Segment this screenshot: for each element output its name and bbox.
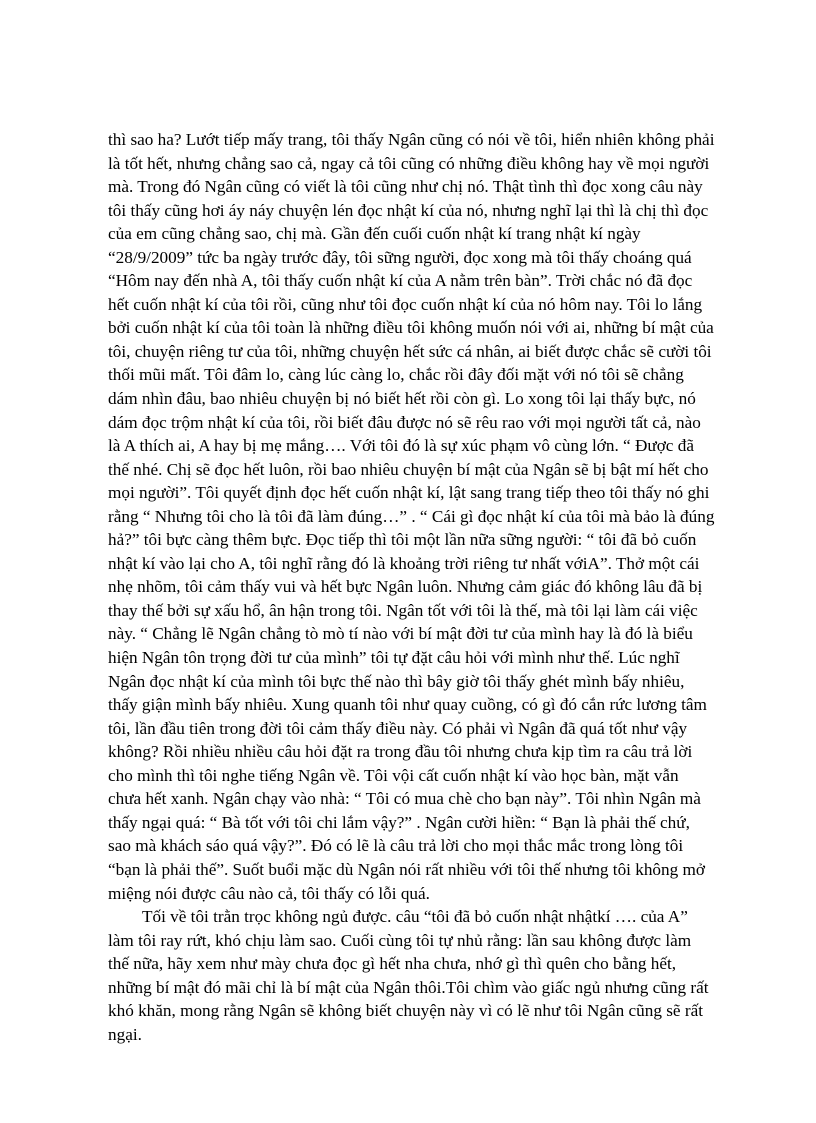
text-line: mọi người”. Tôi quyết định đọc hết cuốn nhật kí, lật sang trang tiếp theo tôi thấy nó ghi — [108, 483, 710, 503]
paragraph-first-line: Tối về tôi trằn trọc không ngủ được. câu “tôi đã bỏ cuốn nhật nhậtkí …. của A” — [142, 907, 688, 927]
text-line: tôi, lần đầu tiên trong đời tôi cảm thấy điều này. Có phải vì Ngân đã quá tốt như vậy — [108, 718, 688, 738]
text-line: hết cuốn nhật kí của tôi rồi, cũng như tôi đọc cuốn nhật kí của nó hôm nay. Tôi lo lắng — [108, 294, 703, 314]
text-line: mà. Trong đó Ngân cũng có viết là tôi cũng như chị nó. Thật tình thì đọc xong câu này — [108, 177, 703, 197]
text-line: dám nhìn đâu, bao nhiêu chuyện bị nó biết hết rồi còn gì. Lo xong tôi lại thấy bực, nó — [108, 389, 696, 409]
text-line: là A thích ai, A hay bị mẹ mắng…. Với tôi đó là sự xúc phạm vô cùng lớn. “ Được đã — [108, 436, 694, 456]
text-line: miệng nói được câu nào cả, tôi thấy có lỗi quá. — [108, 883, 430, 903]
text-line: thế nữa, hãy xem như mày chưa đọc gì hết nha chưa, nhớ gì thì quên cho bằng hết, — [108, 954, 677, 974]
text-line: chưa hết xanh. Ngân chạy vào nhà: “ Tôi có mua chè cho bạn này”. Tôi nhìn Ngân mà — [108, 789, 701, 809]
text-line: thì sao ha? Lướt tiếp mấy trang, tôi thấy Ngân cũng có nói về tôi, hiển nhiên không phải — [108, 130, 715, 149]
text-line: làm tôi ray rứt, khó chịu làm sao. Cuối cùng tôi tự nhủ rằng: lần sau không được làm — [108, 930, 692, 950]
text-line: Ngân đọc nhật kí của mình tôi bực thế nào thì bây giờ tôi thấy ghét mình bấy nhiêu, — [108, 671, 685, 691]
text-line: tôi, chuyện riêng tư của tôi, những chuyện hết sức cá nhân, ai biết được chắc sẽ cười tôi — [108, 341, 712, 361]
body-text — [108, 128, 748, 1046]
text-line: “bạn là phải thế”. Suốt buổi mặc dù Ngân nói rất nhiều với tôi thế nhưng tôi không mở — [108, 859, 705, 879]
text-line: là tốt hết, nhưng chẳng sao cả, ngay cả tôi cũng có những điều không hay về mọi người — [108, 153, 710, 173]
text-line: ngại. — [108, 1024, 142, 1044]
text-line: tôi thấy cũng hơi áy náy chuyện lén đọc nhật kí của nó, nhưng nghĩ lại thì là chị thì đọc — [108, 200, 709, 220]
text-line: “28/9/2009” tức ba ngày trước đây, tôi sững người, đọc xong mà tôi thấy choáng quá — [108, 247, 692, 267]
text-line: nhẹ nhõm, tôi cảm thấy vui và hết bực Ngân luôn. Nhưng cảm giác đó không lâu đã bị — [108, 577, 703, 597]
text-line: thấy giận mình bấy nhiêu. Xung quanh tôi như quay cuồng, có gì đó cắn rức lương tâm — [108, 695, 707, 715]
text-line: “Hôm nay đến nhà A, tôi thấy cuốn nhật kí của A nằm trên bàn”. Trời chắc nó đã đọc — [108, 271, 693, 291]
text-line: khó khăn, mong rằng Ngân sẽ không biết chuyện này vì có lẽ như tôi Ngân cũng sẽ rất — [108, 1001, 703, 1021]
text-line: sao mà khách sáo quá vậy?”. Đó có lẽ là câu trả lời cho mọi thắc mắc trong lòng tôi — [108, 836, 684, 856]
text-line: không? Rồi nhiều nhiều câu hỏi đặt ra trong đầu tôi nhưng chưa kịp tìm ra câu trả lời — [108, 742, 693, 762]
text-line: thấy ngại quá: “ Bà tốt với tôi chi lắm vậy?” . Ngân cười hiền: “ Bạn là phải thế chứ, — [108, 812, 690, 832]
text-line: thối mũi mất. Tôi đâm lo, càng lúc càng lo, chắc rồi đây đối mặt với nó tôi sẽ chẳng — [108, 365, 684, 385]
text-line: rằng “ Nhưng tôi cho là tôi đã làm đúng…” . “ Cái gì đọc nhật kí của tôi mà bảo là đúng — [108, 506, 715, 526]
text-line: của em cũng chẳng sao, chị mà. Gần đến cuối cuốn nhật kí trang nhật kí ngày — [108, 224, 641, 244]
text-line: những bí mật đó mãi chỉ là bí mật của Ngân thôi.Tôi chìm vào giấc ngủ nhưng cũng rất — [108, 977, 709, 997]
text-line: thay thế bởi sự xấu hổ, ân hận trong tôi. Ngân tốt với tôi là thế, mà tôi lại làm cái việc — [108, 600, 698, 620]
text-line: bởi cuốn nhật kí của tôi toàn là những điều tôi không muốn nói với ai, những bí mật của — [108, 318, 714, 338]
text-line: dám đọc trộm nhật kí của tôi, rồi biết đâu được nó sẽ rêu rao với mọi người tất cả, nào — [108, 412, 701, 432]
text-line: thế nhé. Chị sẽ đọc hết luôn, rồi bao nhiêu chuyện bí mật của Ngân sẽ bị bật mí hết cho — [108, 459, 709, 479]
text-line: hiện Ngân tôn trọng đời tư của mình” tôi tự đặt câu hỏi với mình như thế. Lúc nghĩ — [108, 648, 680, 668]
text-line: cho mình thì tôi nghe tiếng Ngân về. Tôi vội cất cuốn nhật kí vào học bàn, mặt vẫn — [108, 765, 679, 785]
text-line: hả?” tôi bực càng thêm bực. Đọc tiếp thì tôi một lần nữa sững người: “ tôi đã bỏ cuốn — [108, 530, 697, 550]
text-line: này. “ Chẳng lẽ Ngân chẳng tò mò tí nào với bí mật đời tư của mình hay là đó là biểu — [108, 624, 693, 644]
text-line: nhật kí vào lại cho A, tôi nghĩ rằng đó là khoảng trời riêng tư nhất vớiA”. Thở một cái — [108, 553, 700, 573]
